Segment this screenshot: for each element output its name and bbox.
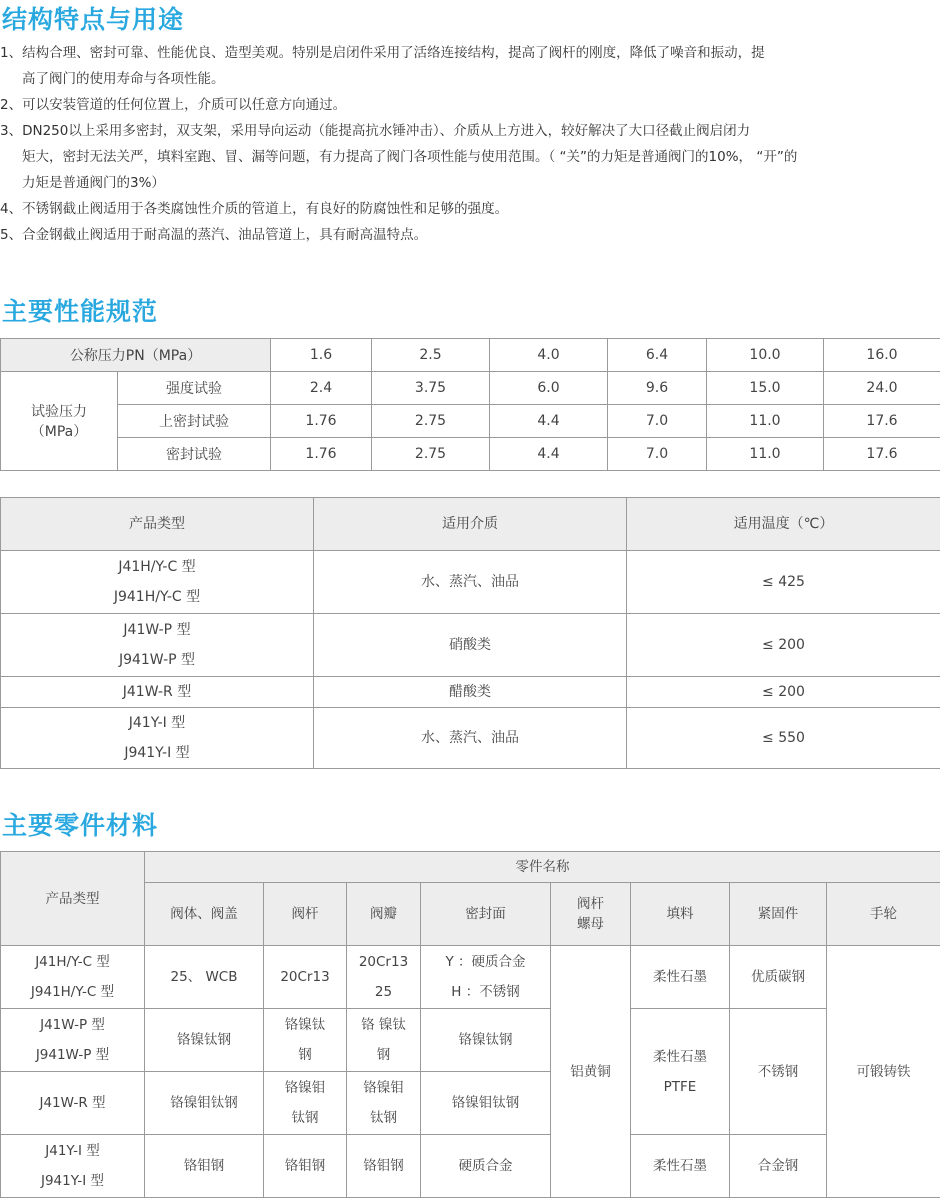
table-row: 公称压力PN（MPa） 1.6 2.5 4.0 6.4 10.0 16.0 bbox=[1, 339, 940, 372]
table-row: J41W-R 型 铬镍钼钛钢 铬镍钼 钛钢 铬镍钼 钛钢 铬镍钼钛钢 bbox=[1, 1072, 940, 1135]
table-row: 试验压力 （MPa） 强度试验 2.4 3.75 6.0 9.6 15.0 24.0 bbox=[1, 372, 940, 405]
table-row: J41Y-I 型 J941Y-I 型 水、蒸汽、油品 ≤ 550 bbox=[1, 708, 940, 769]
feature-item: 1、结构合理、密封可靠、性能优良、造型美观。特别是启闭件采用了活络连接结构，提高了阀杆的刚度，降低了噪音和振动，提 bbox=[0, 40, 938, 66]
section-title-features: 结构特点与用途 bbox=[2, 0, 184, 36]
section-title-performance: 主要性能规范 bbox=[2, 292, 158, 328]
table-row: 密封试验 1.76 2.75 4.4 7.0 11.0 17.6 bbox=[1, 438, 940, 471]
table-row: J41H/Y-C 型 J941H/Y-C 型 水、蒸汽、油品 ≤ 425 bbox=[1, 551, 940, 614]
performance-table bbox=[0, 338, 940, 471]
feature-item: 3、DN250以上采用多密封，双支架，采用导向运动（能提高抗水锤冲击）、介质从上方进入，较好解决了大口径截止阀启闭力 bbox=[0, 118, 938, 144]
pn-header: 公称压力PN（MPa） bbox=[1, 339, 271, 372]
table-row: J41W-P 型 J941W-P 型 硝酸类 ≤ 200 bbox=[1, 614, 940, 677]
materials-table bbox=[0, 851, 940, 1198]
feature-item: 4、不锈钢截止阀适用于各类腐蚀性介质的管道上，有良好的防腐蚀性和足够的强度。 bbox=[0, 196, 938, 222]
table-row: J41W-R 型 醋酸类 ≤ 200 bbox=[1, 677, 940, 708]
table-row: J41Y-I 型 J941Y-I 型 铬钼钢 铬钼钢 铬钼钢 硬质合金 柔性石墨 合金钢 bbox=[1, 1135, 940, 1198]
table-row: J41H/Y-C 型 J941H/Y-C 型 25、 WCB 20Cr13 20Cr13 25 Y ：硬质合金 H ：不锈钢 铝黄铜 柔性石墨 优质碳钢 可锻铸铁 bbox=[1, 946, 940, 1009]
feature-item: 5、合金钢截止阀适用于耐高温的蒸汽、油品管道上，具有耐高温特点。 bbox=[0, 222, 938, 248]
table-row: 产品类型 零件名称 bbox=[1, 852, 940, 883]
section-title-materials: 主要零件材料 bbox=[2, 806, 158, 842]
table-row: 产品类型 适用介质 适用温度（℃） bbox=[1, 498, 940, 551]
media-temperature-table bbox=[0, 497, 940, 769]
feature-item: 2、可以安装管道的任何位置上，介质可以任意方向通过。 bbox=[0, 92, 938, 118]
test-pressure-label: 试验压力 （MPa） bbox=[1, 372, 118, 471]
table-row: 阀体、阀盖 阀杆 阀瓣 密封面 阀杆螺母 填料 紧固件 手轮 bbox=[1, 883, 940, 946]
table-row: J41W-P 型 J941W-P 型 铬镍钛钢 铬镍钛 钢 铬 镍钛 钢 铬镍钛钢 柔性石墨 PTFE 不锈钢 bbox=[1, 1009, 940, 1072]
features-list: 1、结构合理、密封可靠、性能优良、造型美观。特别是启闭件采用了活络连接结构，提高了阀杆的刚度，降低了噪音和振动，提 高了阀门的使用寿命与各项性能。 2、可以安装管道的任何位置上，介质可以任意方向通过。 3、DN250以上采用多密封，双支架，采用导向运动（能提高抗水锤冲击）、介质从上方进入，较好解决了大口径截止阀启闭力 矩大，密封无法关严，填料室跑、冒、漏等问题，有力提高了阀门各项性能与使用范围。（ “关”的力矩是普通阀门的10%， “开”的 力矩是普通阀门的3%） 4、不锈钢截止阀适用于各类腐蚀性介质的管道上，有良好的防腐蚀性和足够的强度。 5、合金钢截止阀适用于耐高温的蒸汽、油品管道上，具有耐高温特点。 bbox=[0, 40, 938, 248]
table-row: 上密封试验 1.76 2.75 4.4 7.0 11.0 17.6 bbox=[1, 405, 940, 438]
